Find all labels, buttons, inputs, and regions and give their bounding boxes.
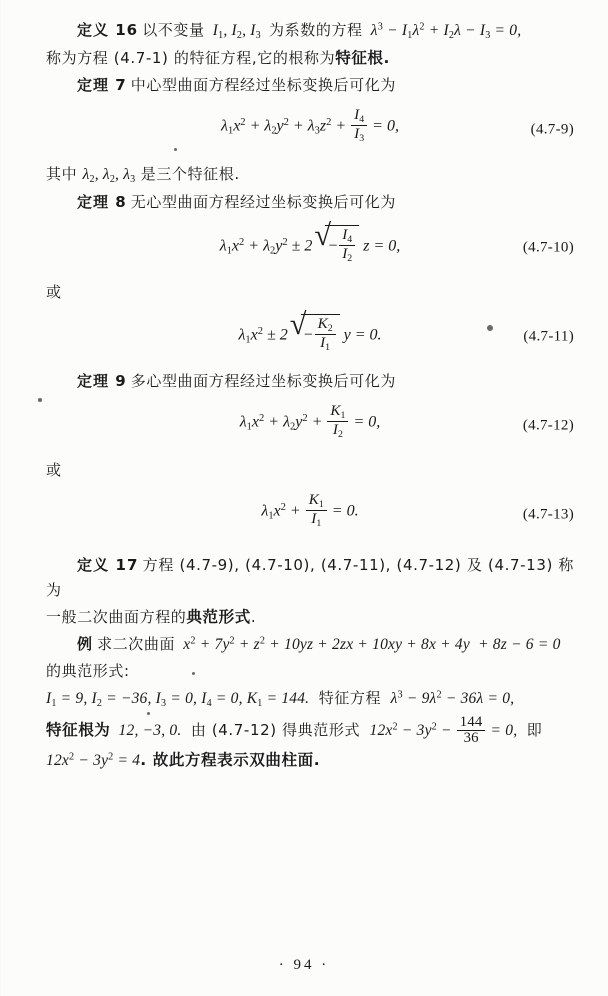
equation-4-7-10: $\lambda_1x^2 + \lambda_2y^2 \pm 2$ √ − $\frac{I_4}{I_2}$ z = 0,: [46, 225, 574, 264]
theorem-7-roots: $\lambda_2$, $\lambda_2$, $\lambda_3$: [82, 166, 136, 186]
page-content: [46, 18, 574, 776]
example-canonical-form: $12x^2 - 3y^2$ − $\frac{144}{36}$ = 0,: [369, 713, 518, 747]
definition-17-text: 方程 (4.7-9), (4.7-10), (4.7-11), (4.7-12) 及 (4.7-13) 称为: [46, 555, 574, 600]
definition-17-line2-bold: 典范形式: [186, 608, 251, 627]
definition-17-line2: [46, 605, 574, 630]
definition-16-equation: $\lambda^3 - I_1\lambda^2 + I_2\lambda - I_3 = 0$,: [366, 21, 522, 41]
equation-4-7-10-row: [46, 225, 574, 271]
example-equation: $x^2 + 7y^2 + z^2 + 10yz + 2zx + 10xy + 8x + 4y + 8z - 6 = 0$: [183, 635, 561, 654]
equation-number-4-7-9: (4.7-9): [530, 121, 574, 138]
equation-4-7-12-row: [46, 403, 574, 449]
definition-17-heading: 定义 17: [77, 555, 139, 574]
theorem-7-heading: 定理 7: [77, 76, 127, 95]
theorem-8-heading: 定理 8: [77, 193, 127, 212]
definition-16-paragraph: [46, 18, 574, 44]
definition-16-text-b: 为系数的方程: [269, 21, 363, 39]
scan-speck: [38, 398, 42, 402]
or-line-1: [46, 280, 574, 305]
or-label-1: 或: [46, 282, 62, 301]
example-line3-cjk: 特征方程: [313, 689, 387, 708]
definition-16-line2: [46, 46, 574, 71]
theorem-7-paragraph: [46, 73, 574, 98]
equation-number-4-7-13: (4.7-13): [522, 506, 574, 523]
equation-4-7-13-row: [46, 492, 574, 538]
page-number: · 94 ·: [278, 957, 330, 973]
example-text: 求二次曲面: [97, 635, 176, 654]
equation-4-7-12: $\lambda_1x^2 + \lambda_2y^2$ + $\frac{K_1}{I_2}$ = 0,: [239, 401, 381, 440]
equation-4-7-9-row: [46, 107, 574, 153]
fraction-i4-i3: $\frac{I_4}{I_3}$: [351, 107, 367, 144]
theorem-8-paragraph: [46, 190, 574, 215]
definition-17-line2-a: 一般二次曲面方程的: [46, 608, 187, 627]
equation-number-4-7-10: (4.7-10): [522, 239, 574, 256]
theorem-7-after: [46, 162, 574, 188]
theorem-9-heading: 定理 9: [77, 371, 127, 390]
example-heading: 例: [77, 635, 94, 654]
example-roots: 12, −3, 0.: [114, 721, 182, 739]
theorem-9-text: 多心型曲面方程经过坐标变换后可化为: [130, 371, 396, 390]
example-final-equation: $12x^2 - 3y^2 = 4$: [46, 752, 141, 770]
example-line4-lead: 特征根为: [46, 720, 111, 739]
theorem-7-after-text: 其中: [46, 165, 83, 184]
theorem-7-after-tail: 是三个特征根.: [135, 165, 240, 184]
equation-4-7-9: $\lambda_1x^2 + \lambda_2y^2 + \lambda_3z^2$ + $\frac{I_4}{I_3}$ = 0,: [221, 106, 399, 145]
equation-number-4-7-12: (4.7-12): [522, 417, 574, 434]
example-line3: [46, 686, 574, 712]
equation-4-7-13: $\lambda_1x^2$ + $\frac{K_1}{I_1}$ = 0.: [261, 490, 359, 529]
example-char-equation: $\lambda^3 - 9\lambda^2 - 36\lambda = 0$,: [390, 690, 515, 708]
or-label-2: 或: [46, 460, 62, 479]
sqrt-neg-i4-i2: √ − $\frac{I_4}{I_2}$: [314, 225, 359, 264]
equation-4-7-11: $\lambda_1x^2 \pm 2$ √ − $\frac{K_2}{I_1}$ y = 0.: [46, 314, 574, 353]
example-line2: [46, 659, 574, 684]
definition-16-line2-bold: 特征根.: [335, 49, 391, 68]
fraction-k1-i2: $\frac{K_1}{I_2}$: [327, 403, 348, 440]
equation-4-7-11-row: [46, 314, 574, 360]
theorem-8-text: 无心型曲面方程经过坐标变换后可化为: [130, 193, 396, 212]
example-line5-tail: . 故此方程表示双曲柱面.: [140, 751, 321, 770]
fraction-144-36: $\frac{144}{36}$: [457, 715, 486, 747]
definition-17-line2-c: .: [250, 608, 257, 627]
example-line5: [46, 748, 574, 773]
example-line4: [46, 715, 574, 747]
theorem-7-text: 中心型曲面方程经过坐标变换后可化为: [130, 76, 396, 95]
definition-16-heading: 定义 16: [77, 21, 139, 39]
equation-number-4-7-11: (4.7-11): [523, 328, 574, 345]
theorem-9-paragraph: [46, 369, 574, 394]
definition-16-symbols: $I_1$, $I_2$, $I_3$: [212, 22, 261, 41]
example-invariants: $I_1 = 9$, $I_2 = -36$, $I_3 = 0$, $I_4 = 0$, $K_1 = 144$.: [46, 690, 310, 710]
fraction-k1-i1: $\frac{K_1}{I_1}$: [306, 492, 327, 529]
example-line2-text: 的典范形式:: [46, 662, 130, 681]
sqrt-neg-k2-i1: √ − $\frac{K_2}{I_1}$: [290, 314, 340, 353]
example-paragraph: [46, 632, 574, 657]
definition-16-text-a: 以不变量: [142, 21, 205, 39]
definition-16-line2-text: 称为方程 (4.7-1) 的特征方程,它的根称为: [46, 49, 336, 68]
or-line-2: [46, 458, 574, 483]
example-line4-tail: 即: [521, 720, 543, 739]
definition-17-paragraph: [46, 553, 574, 603]
example-line4-cjk: 由 (4.7-12) 得典范形式: [185, 720, 366, 739]
